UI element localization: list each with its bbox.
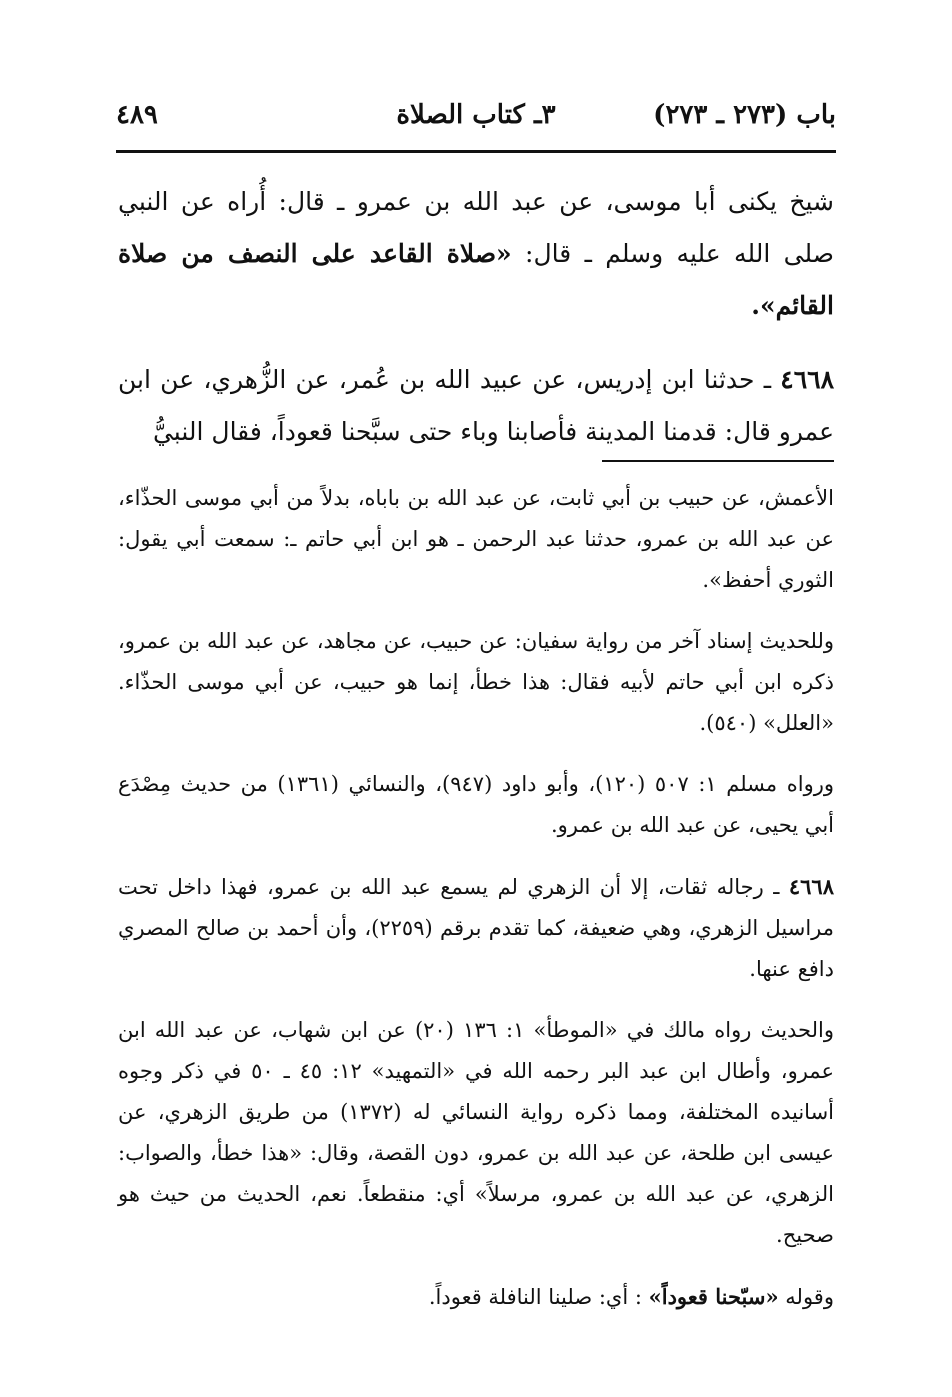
book-title: ٣ـ كتاب الصلاة xyxy=(396,100,556,130)
main-paragraph-2 xyxy=(118,354,834,458)
main-paragraph-1 xyxy=(118,176,834,332)
footnotes xyxy=(118,478,834,1338)
hadith-text: شيخ يكنى أبا موسى، عن عبد الله بن عمرو ـ قال: أُراه عن النبي صلى الله عليه وسلم ـ قال: xyxy=(118,187,834,268)
footnote-paragraph-3: ورواه مسلم ١: ٥٠٧ (١٢٠)، وأبو داود (٩٤٧)، والنسائي (١٣٦١) من حديث مِصْدَع أبي يحيى، عن عبد الله بن عمرو. xyxy=(118,772,834,837)
footnote-text: ـ رجاله ثقات، إلا أن الزهري لم يسمع عبد الله بن عمرو، فهذا داخل تحت مراسيل الزهري، وهي ضعيفة، كما تقدم برقم (٢٢٥٩)، وأن أحمد بن صالح المصري دافع عنها. xyxy=(118,875,834,981)
hadith-number: ٤٦٦٨ xyxy=(780,365,834,394)
footnote-paragraph-4 xyxy=(118,866,834,990)
hadith-quote: «صلاة القاعد على النصف من صلاة القائم». xyxy=(118,239,834,320)
footnote-divider xyxy=(602,460,834,462)
footnote-text: : أي: صلينا النافلة قعوداً. xyxy=(428,1285,649,1309)
main-text xyxy=(118,176,834,480)
hadith-text: ـ حدثنا ابن إدريس، عن عبيد الله بن عُمر، عن الزُّهري، عن ابن عمرو قال: قدمنا المدينة فأصابنا وباء حتى سبَّحنا قعوداً، فقال النبيُّ xyxy=(118,365,834,446)
footnote-paragraph-5: والحديث رواه مالك في «الموطأ» ١: ١٣٦ (٢٠) عن ابن شهاب، عن عبد الله ابن عمرو، وأطال ابن عبد البر رحمه الله في «التمهيد» ١٢: ٤٥ ـ ٥٠ في ذكر وجوه أسانيده المختلفة، ومما ذكره رواية النسائي له (١٣٧٢) من طريق الزهري، عن عيسى ابن طلحة، عن عبد الله بن عمرو، دون القصة، وقال: «هذا خطأ، والصواب: الزهري، عن عبد الله بن عمرو، مرسلاً» أي: منقطعاً. نعم، الحديث من حيث هو صحيح. xyxy=(118,1018,835,1247)
footnote-text-prefix: وقوله xyxy=(778,1285,834,1309)
chapter-heading: باب (٢٧٣ ـ ٢٧٣) xyxy=(653,100,836,130)
header-divider xyxy=(116,150,836,153)
footnote-quote: «سبّحنا قعوداً» xyxy=(648,1284,779,1309)
footnote-paragraph-1: الأعمش، عن حبيب بن أبي ثابت، عن عبد الله بن باباه، بدلاً من أبي موسى الحذّاء، عن عبد الله بن عمرو، حدثنا عبد الرحمن ـ هو ابن أبي حاتم ـ: سمعت أبي يقول: الثوري أحفظ». xyxy=(118,486,834,592)
footnote-number: ٤٦٦٨ xyxy=(788,874,834,899)
footnote-paragraph-2: وللحديث إسناد آخر من رواية سفيان: عن حبيب، عن مجاهد، عن عبد الله بن عمرو، ذكره ابن أبي حاتم لأبيه فقال: هذا خطأ، إنما هو حبيب، عن أبي موسى الحذّاء. «العلل» (٥٤٠). xyxy=(118,629,834,735)
page-number: ٤٨٩ xyxy=(116,100,158,130)
page-header xyxy=(116,100,836,140)
footnote-paragraph-6 xyxy=(118,1276,834,1318)
